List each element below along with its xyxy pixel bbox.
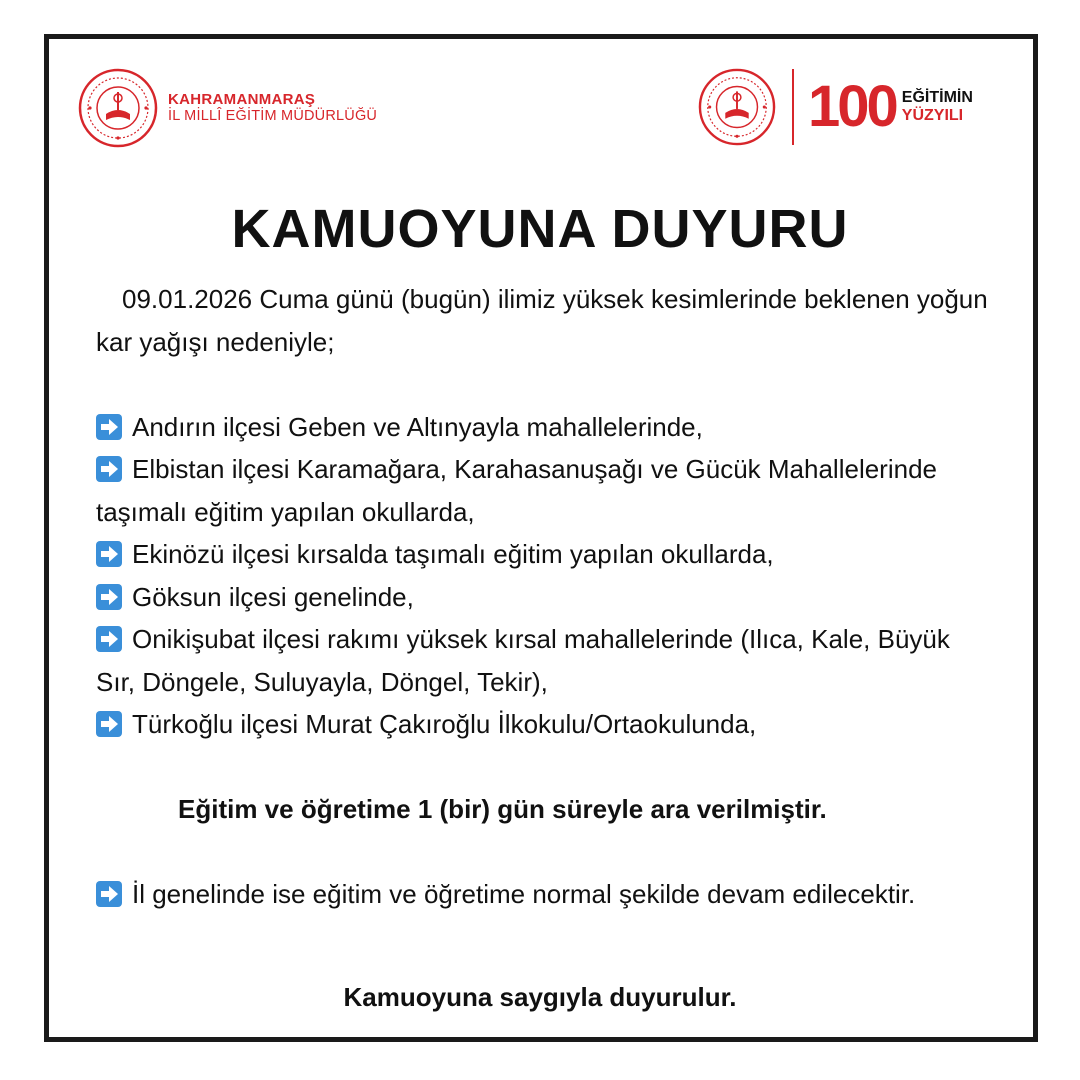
org-name-line2: İL MİLLÎ EĞİTİM MÜDÜRLÜĞÜ bbox=[168, 108, 378, 125]
announcement-body bbox=[96, 278, 996, 916]
ministry-seal-icon bbox=[698, 68, 776, 146]
closing-statement: Kamuoyuna saygıyla duyurulur. bbox=[343, 982, 737, 1012]
right-arrow-icon bbox=[96, 711, 122, 737]
right-arrow-icon bbox=[96, 584, 122, 610]
right-arrow-icon bbox=[96, 881, 122, 907]
list-item: Onikişubat ilçesi rakımı yüksek kırsal mahallelerinde (Ilıca, Kale, Büyük Sır, Döngele, Suluyayla, Döngel, Tekir), bbox=[96, 624, 950, 697]
right-arrow-icon bbox=[96, 456, 122, 482]
intro-paragraph: 09.01.2026 Cuma günü (bugün) ilimiz yüksek kesimlerinde beklenen yoğun kar yağışı nedeniyle; bbox=[96, 284, 988, 357]
right-arrow-icon bbox=[96, 626, 122, 652]
list-item: Elbistan ilçesi Karamağara, Karahasanuşağı ve Gücük Mahallelerinde taşımalı eğitim yapılan okullarda, bbox=[96, 454, 937, 527]
centennial-logo bbox=[698, 68, 973, 146]
right-arrow-icon bbox=[96, 414, 122, 440]
badge-line1: EĞİTİMİN bbox=[901, 89, 973, 107]
list-item: Andırın ilçesi Geben ve Altınyayla mahallelerinde, bbox=[96, 406, 996, 449]
org-name-line1: KAHRAMANMARAŞ bbox=[168, 91, 316, 109]
badge-number: 100 bbox=[808, 74, 896, 139]
list-item: Göksun ilçesi genelinde, bbox=[96, 576, 996, 619]
badge-line2: YÜZYILI bbox=[901, 107, 964, 124]
ministry-seal-icon bbox=[78, 68, 158, 148]
right-arrow-icon bbox=[96, 541, 122, 567]
directorate-logo bbox=[78, 68, 377, 148]
list-item: Ekinözü ilçesi kırsalda taşımalı eğitim yapılan okullarda, bbox=[96, 533, 996, 576]
list-item: Türkoğlu ilçesi Murat Çakıroğlu İlkokulu/Ortaokulunda, bbox=[96, 703, 996, 746]
decision-statement: Eğitim ve öğretime 1 (bir) gün süreyle ara verilmiştir. bbox=[178, 794, 827, 824]
page-title: KAMUOYUNA DUYURU bbox=[231, 199, 849, 259]
list-item: İl genelinde ise eğitim ve öğretime normal şekilde devam edilecektir. bbox=[96, 873, 996, 916]
logo-divider bbox=[792, 69, 794, 145]
